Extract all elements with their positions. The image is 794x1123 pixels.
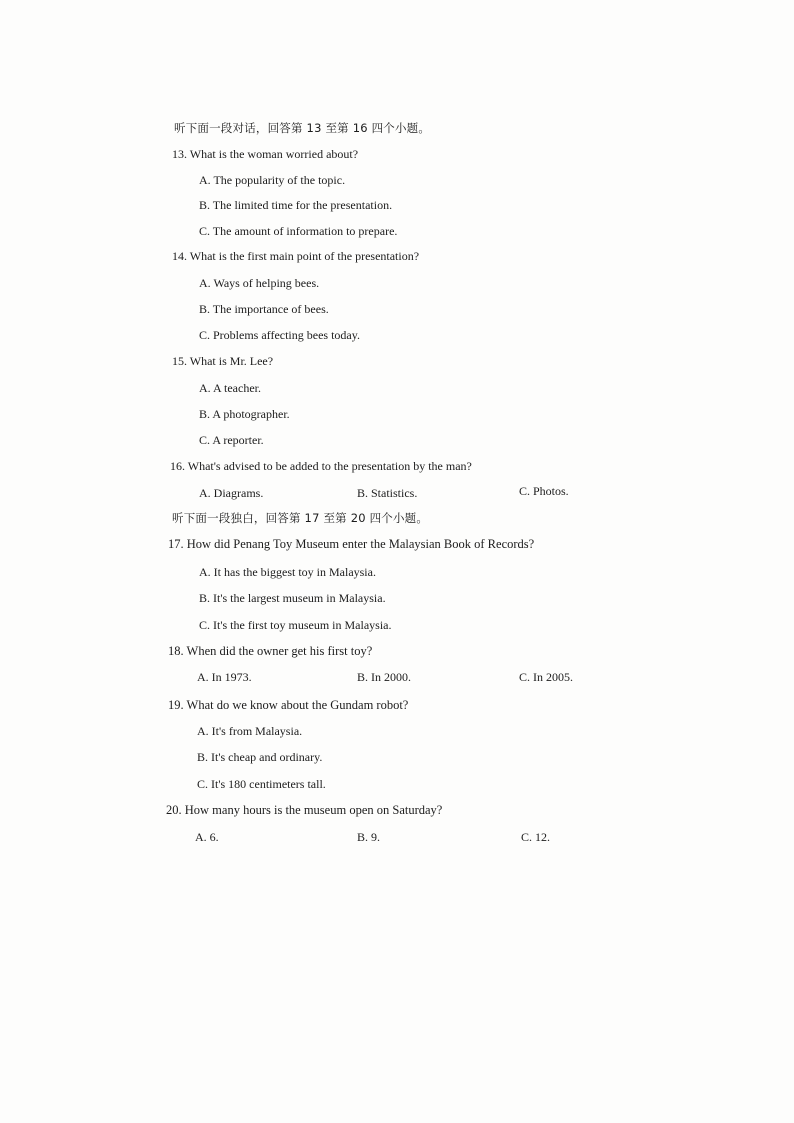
question-14-option-a: A. Ways of helping bees. [199, 276, 320, 290]
question-13-option-b: B. The limited time for the presentation. [199, 198, 393, 212]
question-17-option-c: C. It's the first toy museum in Malaysia. [199, 618, 392, 632]
question-17: 17. How did Penang Toy Museum enter the Malaysian Book of Records? [168, 537, 535, 551]
question-16: 16. What's advised to be added to the presentation by the man? [170, 459, 472, 473]
question-13: 13. What is the woman worried about? [172, 147, 359, 161]
question-17-option-b: B. It's the largest museum in Malaysia. [199, 591, 386, 605]
question-20-option-a: A. 6. [195, 830, 219, 844]
question-19-option-b: B. It's cheap and ordinary. [197, 750, 323, 764]
question-17-option-a: A. It has the biggest toy in Malaysia. [199, 565, 376, 579]
question-14: 14. What is the first main point of the presentation? [172, 249, 420, 263]
question-14-option-c: C. Problems affecting bees today. [199, 328, 360, 342]
question-16-option-c: C. Photos. [519, 484, 569, 498]
question-19-option-c: C. It's 180 centimeters tall. [197, 777, 326, 791]
section-heading-monologue: 听下面一段独白，回答第 17 至第 20 四个小题。 [172, 511, 429, 525]
question-15-option-a: A. A teacher. [199, 381, 261, 395]
question-18: 18. When did the owner get his first toy? [168, 644, 373, 658]
question-16-option-b: B. Statistics. [357, 486, 418, 500]
question-15-option-b: B. A photographer. [199, 407, 290, 421]
question-19: 19. What do we know about the Gundam robot? [168, 698, 409, 712]
question-18-option-b: B. In 2000. [357, 670, 411, 684]
question-15: 15. What is Mr. Lee? [172, 354, 274, 368]
question-20: 20. How many hours is the museum open on Saturday? [166, 803, 443, 817]
question-18-option-c: C. In 2005. [519, 670, 573, 684]
question-20-option-b: B. 9. [357, 830, 381, 844]
question-15-option-c: C. A reporter. [199, 433, 264, 447]
question-13-option-c: C. The amount of information to prepare. [199, 224, 398, 238]
question-19-option-a: A. It's from Malaysia. [197, 724, 303, 738]
question-14-option-b: B. The importance of bees. [199, 302, 329, 316]
question-16-option-a: A. Diagrams. [199, 486, 264, 500]
question-18-option-a: A. In 1973. [197, 670, 252, 684]
question-20-option-c: C. 12. [521, 830, 551, 844]
section-heading-dialogue: 听下面一段对话，回答第 13 至第 16 四个小题。 [174, 121, 431, 135]
question-13-option-a: A. The popularity of the topic. [199, 173, 346, 187]
